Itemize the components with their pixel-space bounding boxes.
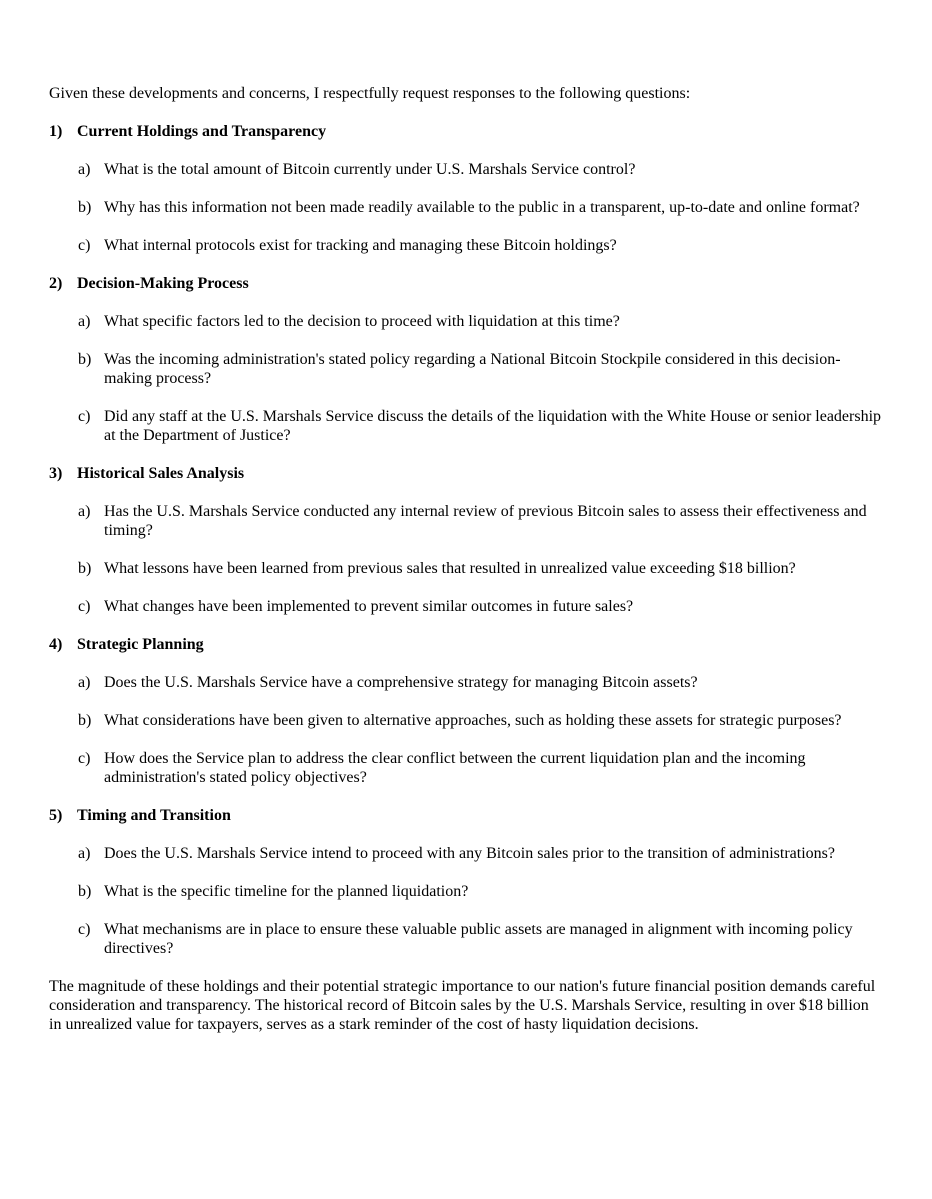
closing-paragraph: The magnitude of these holdings and their potential strategic importance to our nation's future financial position demands careful consideration and transparency. The historical record of Bitcoin sales by the U.S. Marshals Service, resulting in over $18 billion in unrealized value for taxpayers, serves as a stark reminder of the cost of hasty liquidation decisions. (49, 978, 876, 1033)
question-item (78, 236, 883, 255)
question-item (78, 407, 883, 445)
item-letter: b) (78, 560, 92, 577)
item-text: What is the specific timeline for the planned liquidation? (104, 883, 469, 900)
item-text: What changes have been implemented to prevent similar outcomes in future sales? (104, 598, 634, 615)
item-letter: c) (78, 598, 91, 615)
section-heading (49, 464, 883, 483)
item-letter: b) (78, 199, 92, 216)
question-item (78, 673, 883, 692)
section-heading (49, 635, 883, 654)
item-text: Has the U.S. Marshals Service conducted any internal review of previous Bitcoin sales to assess their effectiveness and timing? (104, 503, 867, 539)
item-text: Does the U.S. Marshals Service intend to proceed with any Bitcoin sales prior to the transition of administrations? (104, 845, 835, 862)
item-text: What internal protocols exist for tracking and managing these Bitcoin holdings? (104, 237, 617, 254)
section-items (49, 673, 883, 787)
question-item (78, 502, 883, 540)
item-text: What lessons have been learned from previous sales that resulted in unrealized value exceeding $18 billion? (104, 560, 796, 577)
item-letter: a) (78, 161, 91, 178)
item-text: What mechanisms are in place to ensure these valuable public assets are managed in alignment with incoming policy directives? (104, 921, 853, 957)
item-letter: a) (78, 313, 91, 330)
item-text: What is the total amount of Bitcoin currently under U.S. Marshals Service control? (104, 161, 636, 178)
item-letter: a) (78, 845, 91, 862)
item-text: What considerations have been given to alternative approaches, such as holding these assets for strategic purposes? (104, 712, 842, 729)
item-letter: c) (78, 750, 91, 767)
question-item (78, 597, 883, 616)
question-item (78, 920, 883, 958)
question-sections (49, 122, 883, 958)
item-letter: c) (78, 921, 91, 938)
item-letter: b) (78, 712, 92, 729)
intro-paragraph: Given these developments and concerns, I respectfully request responses to the following questions: (49, 85, 691, 102)
question-item (78, 749, 883, 787)
item-letter: b) (78, 883, 92, 900)
section-title: Historical Sales Analysis (77, 465, 245, 482)
section-items (49, 502, 883, 616)
section-number: 5) (49, 807, 63, 824)
section-number: 4) (49, 636, 63, 653)
section-number: 1) (49, 123, 63, 140)
section-items (49, 312, 883, 445)
question-section (49, 464, 883, 616)
item-text: Does the U.S. Marshals Service have a comprehensive strategy for managing Bitcoin assets? (104, 674, 698, 691)
question-section (49, 635, 883, 787)
section-title: Strategic Planning (77, 636, 204, 653)
section-heading (49, 122, 883, 141)
section-number: 3) (49, 465, 63, 482)
section-title: Decision-Making Process (77, 275, 249, 292)
item-text: Did any staff at the U.S. Marshals Service discuss the details of the liquidation with the White House or senior leadership at the Department of Justice? (104, 408, 882, 444)
section-items (49, 844, 883, 958)
question-item (78, 711, 883, 730)
section-heading (49, 274, 883, 293)
question-item (78, 350, 883, 388)
section-heading (49, 806, 883, 825)
question-item (78, 559, 883, 578)
item-letter: c) (78, 237, 91, 254)
question-item (78, 882, 883, 901)
section-title: Timing and Transition (77, 807, 231, 824)
question-item (78, 312, 883, 331)
item-text: How does the Service plan to address the clear conflict between the current liquidation plan and the incoming administration's stated policy objectives? (104, 750, 806, 786)
question-section (49, 122, 883, 255)
item-letter: c) (78, 408, 91, 425)
question-section (49, 806, 883, 958)
item-letter: a) (78, 674, 91, 691)
question-item (78, 198, 883, 217)
question-item (78, 160, 883, 179)
item-text: What specific factors led to the decision to proceed with liquidation at this time? (104, 313, 620, 330)
section-title: Current Holdings and Transparency (77, 123, 327, 140)
item-text: Was the incoming administration's stated policy regarding a National Bitcoin Stockpile considered in this decision-making process? (104, 351, 841, 387)
section-number: 2) (49, 275, 63, 292)
question-section (49, 274, 883, 445)
question-item (78, 844, 883, 863)
section-items (49, 160, 883, 255)
item-letter: a) (78, 503, 91, 520)
item-letter: b) (78, 351, 92, 368)
item-text: Why has this information not been made readily available to the public in a transparent, up-to-date and online format? (104, 199, 860, 216)
